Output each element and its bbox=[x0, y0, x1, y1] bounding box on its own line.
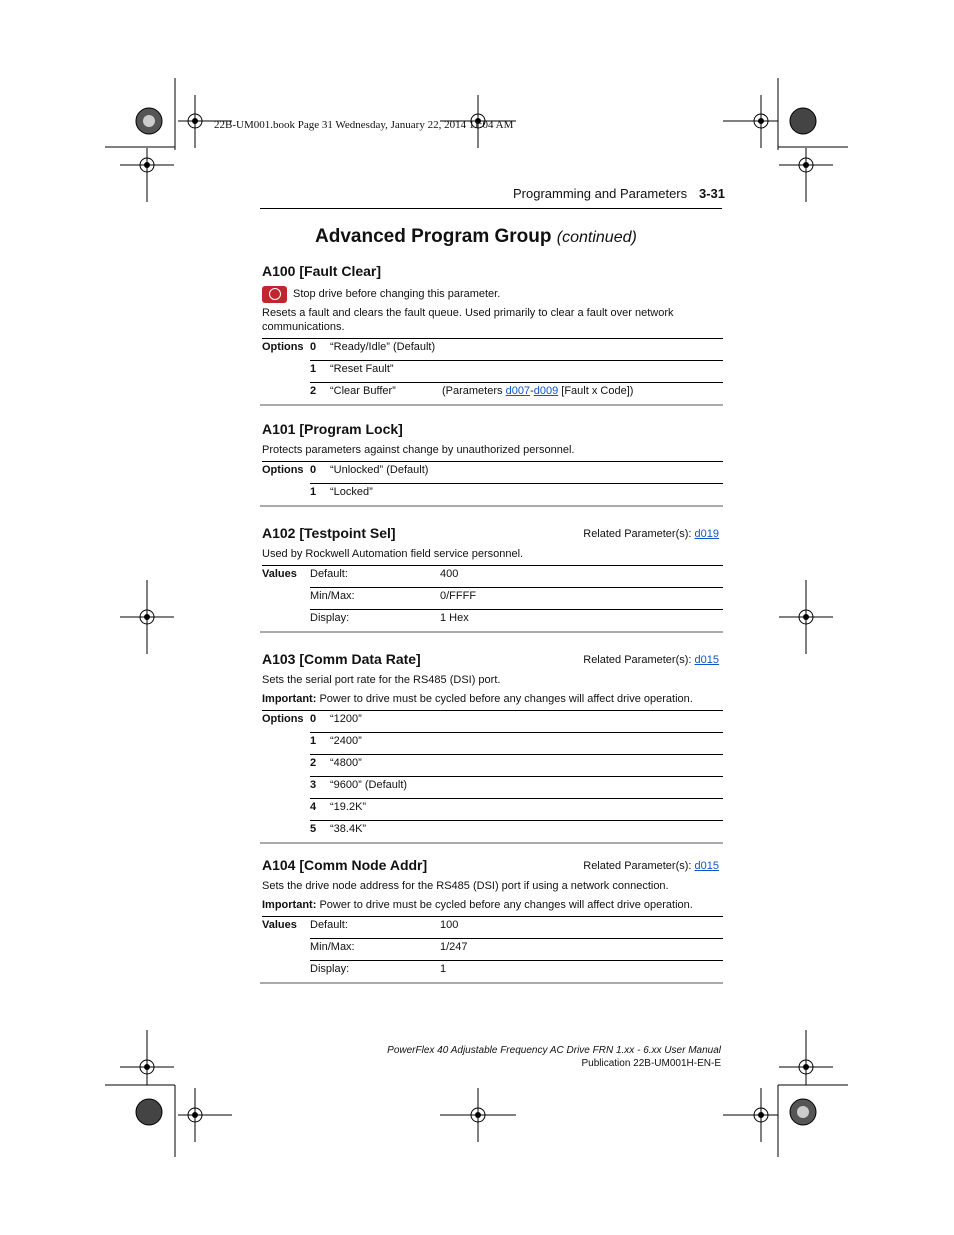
related-params bbox=[583, 528, 719, 540]
important-label: Important: bbox=[262, 899, 317, 911]
param-description: Sets the serial port rate for the RS485 (DSI) port. bbox=[262, 674, 501, 686]
option-text: “4800” bbox=[330, 755, 723, 777]
footer-manual-title: PowerFlex 40 Adjustable Frequency AC Drive FRN 1.xx - 6.xx User Manual bbox=[387, 1045, 721, 1056]
value-value: 100 bbox=[440, 917, 723, 939]
note-prefix: (Parameters bbox=[442, 385, 506, 397]
important-label: Important: bbox=[262, 693, 317, 705]
param-a100 bbox=[262, 263, 723, 406]
values-table bbox=[262, 565, 723, 631]
table-row bbox=[262, 484, 723, 506]
option-number: 2 bbox=[310, 383, 330, 405]
related-params bbox=[583, 654, 719, 666]
table-row bbox=[262, 733, 723, 755]
link-d007[interactable]: d007 bbox=[505, 385, 531, 397]
value-name: Default: bbox=[310, 566, 440, 588]
table-row bbox=[262, 755, 723, 777]
param-heading bbox=[262, 651, 723, 671]
option-number: 0 bbox=[310, 462, 330, 484]
options-table bbox=[262, 461, 723, 505]
table-row bbox=[262, 939, 723, 961]
link-d019[interactable]: d019 bbox=[694, 528, 719, 540]
param-description: Sets the drive node address for the RS485 (DSI) port if using a network connection. bbox=[262, 880, 669, 892]
table-end-rule bbox=[260, 982, 723, 984]
related-params bbox=[583, 860, 719, 872]
option-number: 5 bbox=[310, 821, 330, 843]
value-value: 1 Hex bbox=[440, 610, 723, 632]
table-row bbox=[262, 566, 723, 588]
option-text: “Locked” bbox=[330, 484, 723, 506]
param-heading bbox=[262, 525, 723, 545]
param-heading-text: A103 [Comm Data Rate] bbox=[262, 651, 421, 667]
option-text: “Unlocked” (Default) bbox=[330, 462, 723, 484]
table-end-rule bbox=[260, 631, 723, 633]
option-number: 3 bbox=[310, 777, 330, 799]
link-d015[interactable]: d015 bbox=[694, 654, 719, 666]
related-label: Related Parameter(s): bbox=[583, 860, 695, 872]
title-suffix: (continued) bbox=[556, 229, 637, 246]
option-number: 1 bbox=[310, 484, 330, 506]
important-text: Power to drive must be cycled before any changes will affect drive operation. bbox=[316, 899, 693, 911]
options-table bbox=[262, 338, 723, 404]
important-text: Power to drive must be cycled before any changes will affect drive operation. bbox=[316, 693, 693, 705]
running-head: Programming and Parameters bbox=[513, 186, 688, 201]
link-d015[interactable]: d015 bbox=[694, 860, 719, 872]
param-heading bbox=[262, 857, 723, 877]
value-name: Default: bbox=[310, 917, 440, 939]
table-row bbox=[262, 339, 723, 361]
table-row bbox=[262, 462, 723, 484]
values-table bbox=[262, 916, 723, 982]
footer-publication: Publication 22B-UM001H-EN-E bbox=[581, 1058, 721, 1069]
value-value: 1/247 bbox=[440, 939, 723, 961]
value-value: 0/FFFF bbox=[440, 588, 723, 610]
value-name: Min/Max: bbox=[310, 939, 440, 961]
param-a104 bbox=[262, 857, 723, 984]
option-number: 0 bbox=[310, 339, 330, 361]
option-text: “19.2K” bbox=[330, 799, 723, 821]
options-label: Options bbox=[262, 462, 310, 484]
values-label: Values bbox=[262, 917, 310, 939]
table-row bbox=[262, 777, 723, 799]
option-text: “Ready/Idle” (Default) bbox=[330, 339, 723, 361]
related-label: Related Parameter(s): bbox=[583, 528, 695, 540]
page-number: 3-31 bbox=[699, 186, 726, 201]
table-row bbox=[262, 799, 723, 821]
option-text: “Reset Fault” bbox=[330, 361, 723, 383]
table-row bbox=[262, 610, 723, 632]
page-title bbox=[315, 226, 637, 248]
value-value: 1 bbox=[440, 961, 723, 983]
param-description: Protects parameters against change by unauthorized personnel. bbox=[262, 444, 575, 456]
param-description: Used by Rockwell Automation field service personnel. bbox=[262, 548, 524, 560]
table-end-rule bbox=[260, 404, 723, 406]
table-end-rule bbox=[260, 505, 723, 507]
table-row bbox=[262, 961, 723, 983]
stop-drive-icon bbox=[262, 286, 287, 303]
param-heading: A101 [Program Lock] bbox=[262, 421, 403, 437]
options-label: Options bbox=[262, 339, 310, 361]
table-row bbox=[262, 917, 723, 939]
table-end-rule bbox=[260, 842, 723, 844]
note-suffix: [Fault x Code]) bbox=[558, 385, 634, 397]
param-a101 bbox=[262, 421, 723, 507]
table-row bbox=[262, 361, 723, 383]
option-text: “9600” (Default) bbox=[330, 777, 723, 799]
option-number: 1 bbox=[310, 733, 330, 755]
book-header-line: 22B-UM001.book Page 31 Wednesday, January 22, 2014 11:04 AM bbox=[214, 119, 514, 131]
options-table bbox=[262, 710, 723, 842]
table-row bbox=[262, 588, 723, 610]
param-a102 bbox=[262, 525, 723, 633]
values-label: Values bbox=[262, 566, 310, 588]
value-name: Display: bbox=[310, 610, 440, 632]
stop-note-text: Stop drive before changing this parameter. bbox=[293, 288, 501, 300]
header-rule bbox=[260, 208, 722, 209]
param-description: Resets a fault and clears the fault queue. Used primarily to clear a fault over network communications. bbox=[262, 307, 674, 333]
value-name: Min/Max: bbox=[310, 588, 440, 610]
option-text: “2400” bbox=[330, 733, 723, 755]
option-number: 2 bbox=[310, 755, 330, 777]
option-text: “38.4K” bbox=[330, 821, 723, 843]
param-heading: A100 [Fault Clear] bbox=[262, 263, 382, 279]
param-heading-text: A102 [Testpoint Sel] bbox=[262, 525, 396, 541]
stop-note bbox=[262, 285, 723, 303]
param-heading-text: A104 [Comm Node Addr] bbox=[262, 857, 428, 873]
option-number: 0 bbox=[310, 711, 330, 733]
link-d009[interactable]: d009 bbox=[533, 385, 559, 397]
option-note bbox=[442, 383, 723, 405]
table-row bbox=[262, 711, 723, 733]
table-row bbox=[262, 821, 723, 843]
table-row bbox=[262, 383, 723, 405]
value-name: Display: bbox=[310, 961, 440, 983]
related-label: Related Parameter(s): bbox=[583, 654, 695, 666]
option-text: “Clear Buffer” bbox=[330, 383, 442, 405]
option-number: 4 bbox=[310, 799, 330, 821]
param-a103 bbox=[262, 651, 723, 844]
important-note bbox=[262, 898, 723, 912]
value-value: 400 bbox=[440, 566, 723, 588]
option-text: “1200” bbox=[330, 711, 723, 733]
options-label: Options bbox=[262, 711, 310, 733]
title-text: Advanced Program Group bbox=[315, 226, 552, 247]
note-dash: - bbox=[530, 385, 534, 397]
important-note bbox=[262, 692, 723, 706]
option-number: 1 bbox=[310, 361, 330, 383]
